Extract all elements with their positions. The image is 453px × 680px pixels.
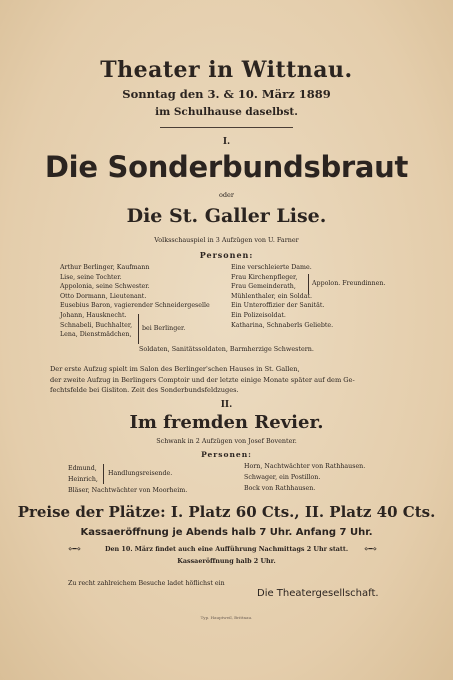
cast-entry: Katharina, Schnaberls Geliebte. [231, 321, 334, 329]
poster-title: Theater in Wittnau. [100, 57, 353, 83]
part1-left-brace [138, 314, 139, 344]
part1-right-brace-note: Appolon. Freundinnen. [312, 280, 386, 287]
part2-genre: Schwank in 2 Aufzügen von Josef Boventer. [156, 437, 297, 445]
setting-line: Der erste Aufzug spielt im Salon des Berlinger'schen Hauses in St. Gallen, [50, 365, 300, 373]
signature: Die Theatergesellschaft. [257, 588, 379, 599]
cast-entry: Ein Unteroffizier der Sanität. [231, 302, 325, 310]
ornament-left: ⋄━⋄ [68, 545, 81, 553]
cast-entry: Frau Gemeinderath, [231, 283, 296, 291]
cast-entry: Lise, seine Tochter. [60, 273, 122, 281]
part1-subtitle: Die St. Galler Lise. [126, 205, 327, 227]
cast-entry: Schnabeli, Buchhalter, [60, 321, 133, 329]
cast-entry: Bock von Rathhausen. [244, 485, 316, 492]
part2-numeral: II. [220, 400, 233, 410]
cast-entry: Appolonia, seine Schwester. [60, 283, 150, 291]
part1-personen-label: Personen: [199, 250, 254, 260]
part1-right-brace [308, 274, 309, 294]
cast-entry: Bläser, Nachtwächter von Moorheim. [68, 487, 188, 494]
printer-line: Typ. Hauptweil, Brittnau. [200, 615, 253, 620]
prices-line: Preise der Plätze: I. Platz 60 Cts., II. Platz 40 Cts. [17, 503, 436, 521]
matinee-line-1: Den 10. März findet auch eine Aufführung Nachmittags 2 Uhr statt. [104, 545, 349, 553]
header-rule [160, 127, 293, 128]
cast-entry: Johann, Hausknecht. [60, 311, 127, 319]
cast-entry: Mühlenthaler, ein Soldat. [231, 292, 312, 300]
setting-line: fechtsfelde bei Gisliton. Zeit des Sonderbundsfeldzuges. [50, 386, 239, 394]
cast-entry: Otto Dormann, Lieutenant. [60, 292, 147, 300]
part2-left-brace-note: Handlungsreisende. [108, 470, 173, 477]
part1-extras: Soldaten, Sanitätssoldaten, Barmherzige Schwestern. [139, 345, 314, 353]
cast-entry: Ein Polizeisoldat. [231, 311, 286, 319]
part2-personen-label: Personen: [201, 450, 252, 459]
part1-cast-right [231, 263, 333, 330]
invite-line: Zu recht zahlreichem Besuche ladet höflichst ein [68, 580, 225, 587]
cast-entry: Eine verschleierte Dame. [231, 264, 312, 271]
doors-line: Kassaeröffnung je Abends halb 7 Uhr. Anfang 7 Uhr. [80, 527, 373, 538]
part1-genre: Volksschauspiel in 3 Aufzügen von U. Farner [154, 236, 299, 244]
part1-cast-left [60, 263, 210, 340]
part1-numeral: I. [222, 137, 231, 147]
part1-setting [50, 364, 410, 396]
cast-entry: Heinrich, [68, 476, 98, 483]
cast-entry: Edmund, [68, 465, 97, 472]
cast-entry: Arthur Berlinger, Kaufmann [60, 264, 150, 271]
venue-line: im Schulhause daselbst. [155, 106, 298, 118]
part2-cast-right [244, 461, 365, 494]
ornament-right: ⋄━⋄ [364, 545, 377, 553]
part1-title: Die Sonderbundsbraut [44, 150, 409, 184]
setting-line: der zweite Aufzug in Berlingers Comptoir und der letzte einige Monate später auf dem Ge- [50, 375, 355, 384]
cast-entry: Eusebius Baron, vagierender Schneidergeselle [60, 302, 210, 310]
part1-left-brace-note: bei Berlinger. [142, 325, 186, 332]
cast-entry: Horn, Nachtwächter von Rathhausen. [244, 463, 366, 470]
part2-title: Im fremden Revier. [129, 412, 324, 433]
cast-entry: Frau Kirchenpfleger, [231, 273, 298, 281]
oder-label: oder [218, 191, 235, 199]
matinee-line-2: Kassaeröffnung halb 2 Uhr. [177, 557, 276, 565]
date-line: Sonntag den 3. & 10. März 1889 [122, 87, 331, 101]
part2-left-brace [103, 464, 104, 484]
cast-entry: Lena, Dienstmädchen, [60, 331, 132, 339]
cast-entry: Schwager, ein Postillon. [244, 474, 321, 481]
